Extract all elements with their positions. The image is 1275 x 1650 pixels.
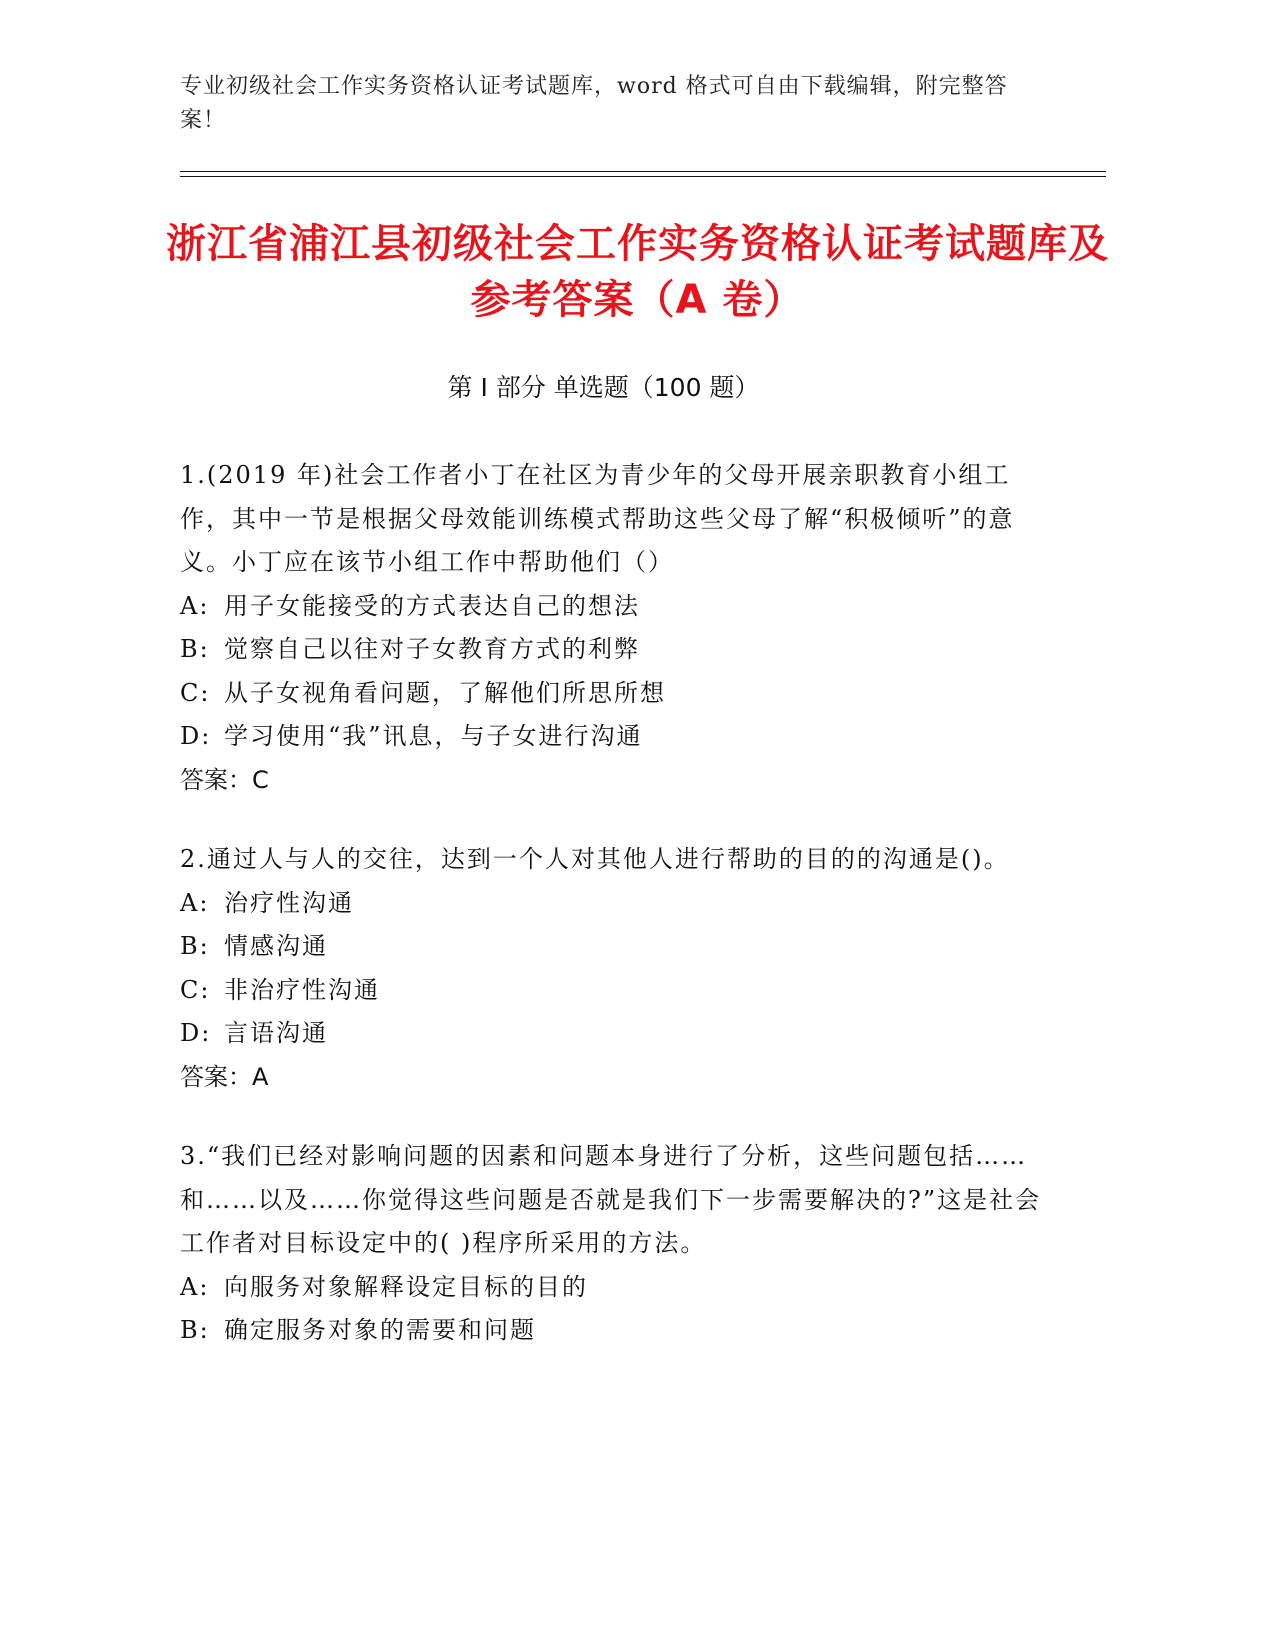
option-text: 治疗性沟通 [224,888,354,917]
answer-line: 答案：C [180,765,269,794]
option-letter: B: [180,635,210,663]
option-letter: C: [180,678,211,707]
option-letter: A: [180,591,210,620]
option-a [180,585,1050,629]
question-3 [180,1135,1050,1353]
question-1 [180,454,1050,802]
option-letter: D: [180,1019,212,1047]
answer-line: 答案：A [180,1062,269,1091]
option-c [180,969,1050,1013]
option-d [180,1012,1050,1056]
option-c [180,672,1050,716]
option-text: 言语沟通 [224,1019,328,1047]
option-letter: C: [180,975,211,1004]
question-stem: 3.“我们已经对影响问题的因素和问题本身进行了分析，这些问题包括……和……以及……你觉得这些问题是否就是我们下一步需要解决的?”这是社会工作者对目标设定中的( )程序所采用的方法。 [180,1142,1042,1257]
section-heading: 第 I 部分 单选题（100 题） [447,373,760,402]
option-letter: D: [180,722,212,750]
option-text: 向服务对象解释设定目标的目的 [224,1272,588,1301]
header-rule-bottom [180,176,1106,177]
option-text: 学习使用“我”讯息，与子女进行沟通 [224,722,643,750]
question-list [180,454,1050,1389]
option-letter: B: [180,1316,210,1344]
option-text: 情感沟通 [224,932,328,960]
question-stem: 1.(2019 年)社会工作者小丁在社区为青少年的父母开展亲职教育小组工作，其中一节是根据父母效能训练模式帮助这些父母了解“积极倾听”的意义。小丁应在该节小组工作中帮助他们（） [180,461,1015,576]
document-title: 浙江省浦江县初级社会工作实务资格认证考试题库及参考答案（A 卷） [166,221,1109,323]
question-stem: 2.通过人与人的交往，达到一个人对其他人进行帮助的目的的沟通是()。 [180,845,1010,873]
option-text: 觉察自己以往对子女教育方式的利弊 [224,635,640,663]
option-letter: A: [180,1272,210,1301]
question-2 [180,838,1050,1099]
option-a [180,1266,1050,1310]
option-b [180,925,1050,969]
option-text: 确定服务对象的需要和问题 [224,1316,536,1344]
option-letter: B: [180,932,210,960]
option-d [180,715,1050,759]
option-text: 从子女视角看问题，了解他们所思所想 [224,678,666,707]
header-note: 专业初级社会工作实务资格认证考试题库，word 格式可自由下载编辑，附完整答案！ [180,74,1008,133]
option-text: 非治疗性沟通 [224,975,380,1004]
option-text: 用子女能接受的方式表达自己的想法 [224,591,640,620]
option-b [180,1309,1050,1353]
header-rule-top [180,171,1106,172]
option-letter: A: [180,888,210,917]
option-a [180,882,1050,926]
option-b [180,628,1050,672]
